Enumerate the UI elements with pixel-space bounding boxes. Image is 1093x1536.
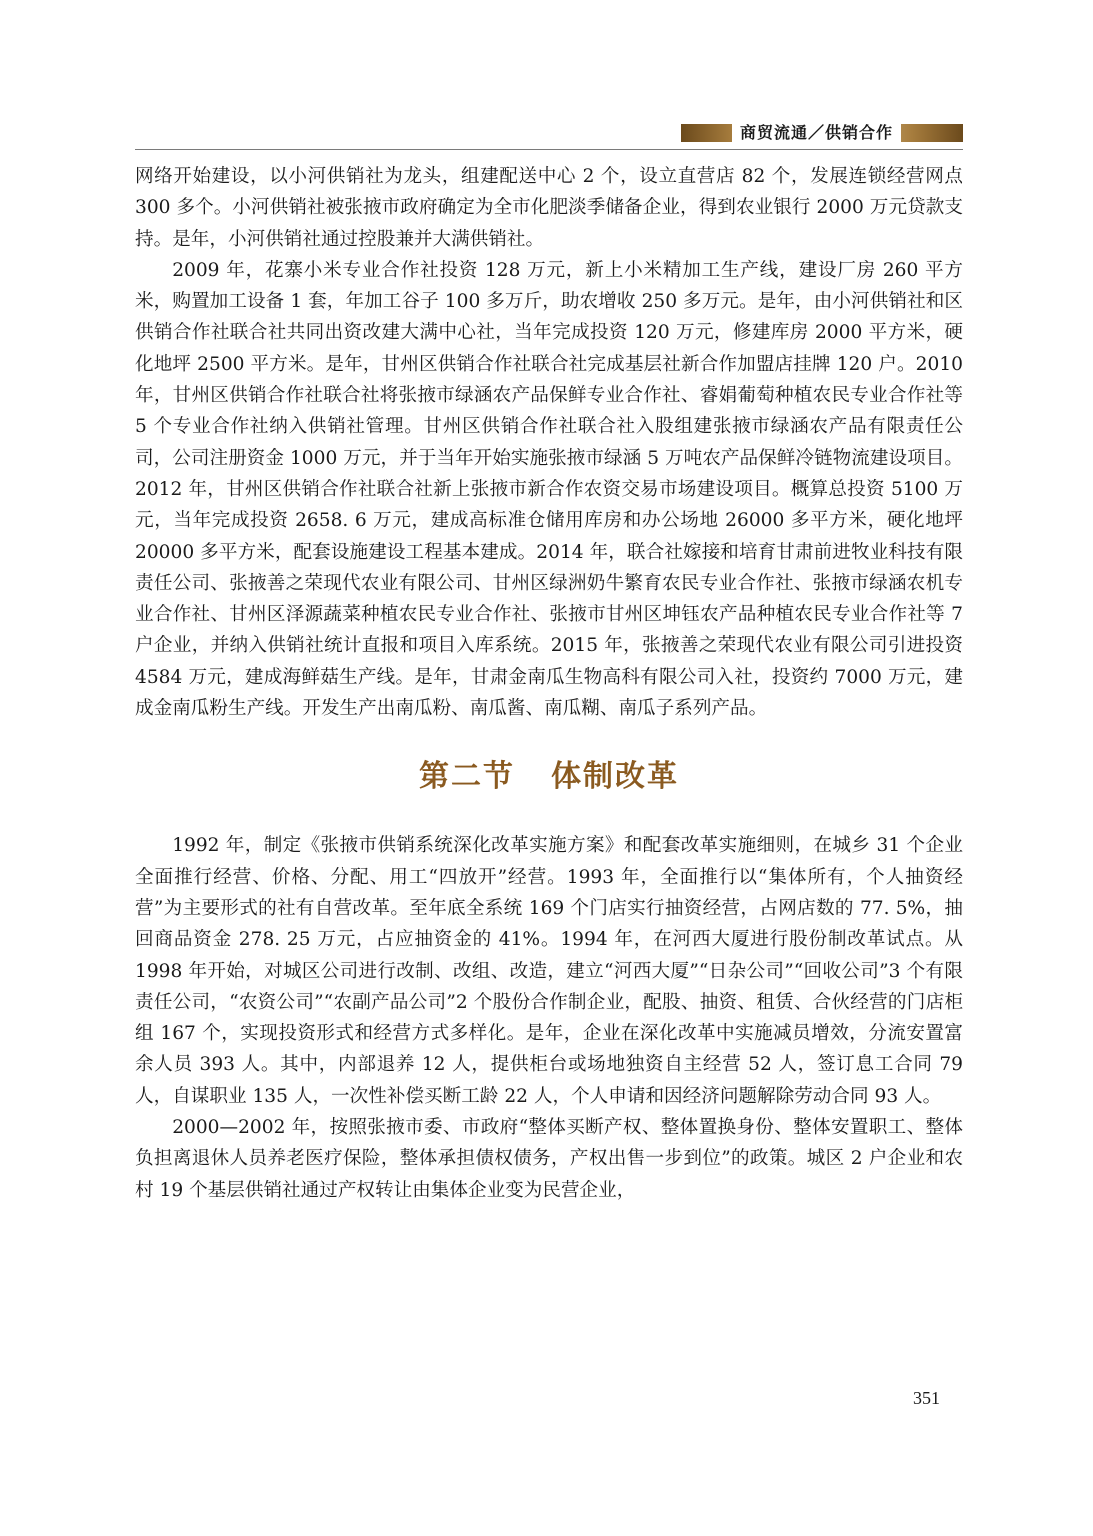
section-number: 第二节 bbox=[419, 759, 515, 795]
page-number: 351 bbox=[913, 1388, 940, 1408]
running-header-title: 商贸流通／供销合作 bbox=[732, 120, 901, 146]
section-heading bbox=[135, 724, 963, 822]
spacer bbox=[135, 822, 963, 830]
body-paragraph: 2009 年，花寨小米专业合作社投资 128 万元，新上小米精加工生产线，建设厂房 260 平方米，购置加工设备 1 套，年加工谷子 100 多万斤，助农增收 250 多万元。是年，由小河供销社和区供销合作社联合社共同出资改建大满中心社，当年完成投资 120 万元，修建库房 2000 平方米，硬化地坪 2500 平方米。是年，甘州区供销合作社联合社完成基层社新合作加盟店挂牌 120 户。2010 年，甘州区供销合作社联合社将张掖市绿涵农产品保鲜专业合作社、睿娟葡萄种植农民专业合作社等 5 个专业合作社纳入供销社管理。甘州区供销合作社联合社入股组建张掖市绿涵农产品有限责任公司，公司注册资金 1000 万元，并于当年开始实施张掖市绿涵 5 万吨农产品保鲜冷链物流建设项目。2012 年，甘州区供销合作社联合社新上张掖市新合作农资交易市场建设项目。概算总投资 5100 万元，当年完成投资 2658. 6 万元，建成高标准仓储用库房和办公场地 26000 多平方米，硬化地坪 20000 多平方米，配套设施建设工程基本建成。2014 年，联合社嫁接和培育甘肃前进牧业科技有限责任公司、张掖善之荣现代农业有限公司、甘州区绿洲奶牛繁育农民专业合作社、张掖市绿涵农机专业合作社、甘州区泽源蔬菜种植农民专业合作社、张掖市甘州区坤钰农产品种植农民专业合作社等 7 户企业，并纳入供销社统计直报和项目入库系统。2015 年，张掖善之荣现代农业有限公司引进投资 4584 万元，建成海鲜菇生产线。是年，甘肃金南瓜生物高科有限公司入社，投资约 7000 万元，建成金南瓜粉生产线。开发生产出南瓜粉、南瓜酱、南瓜糊、南瓜子系列产品。 bbox=[135, 259, 963, 720]
body-paragraph: 网络开始建设，以小河供销社为龙头，组建配送中心 2 个，设立直营店 82 个，发展连锁经营网点 300 多个。小河供销社被张掖市政府确定为全市化肥淡季储备企业，得到农业银行 2000 万元贷款支持。是年，小河供销社通过控股兼并大满供销社。 bbox=[135, 166, 963, 250]
body-paragraph: 1992 年，制定《张掖市供销系统深化改革实施方案》和配套改革实施细则，在城乡 31 个企业全面推行经营、价格、分配、用工“四放开”经营。1993 年，全面推行以“集体所有，个人抽资经营”为主要形式的社有自营改革。至年底全系统 169 个门店实行抽资经营，占网店数的 77. 5%，抽回商品资金 278. 25 万元，占应抽资金的 41%。1994 年，在河西大厦进行股份制改革试点。从 1998 年开始，对城区公司进行改制、改组、改造，建立“河西大厦”“日杂公司”“回收公司”3 个有限责任公司，“农资公司”“农副产品公司”2 个股份合作制企业，配股、抽资、租赁、合伙经营的门店柜组 167 个，实现投资形式和经营方式多样化。是年，企业在深化改革中实施减员增效，分流安置富余人员 393 人。其中，内部退养 12 人，提供柜台或场地独资自主经营 52 人，签订息工合同 79 人，自谋职业 135 人，一次性补偿买断工龄 22 人，个人申请和因经济问题解除劳动合同 93 人。 bbox=[135, 835, 963, 1107]
running-header bbox=[135, 120, 963, 150]
body-paragraph: 2000—2002 年，按照张掖市委、市政府“整体买断产权、整体置换身份、整体安置职工、整体负担离退休人员养老医疗保险，整体承担债权债务，产权出售一步到位”的政策。城区 2 户企业和农村 19 个基层供销社通过产权转让由集体企业变为民营企业， bbox=[135, 1117, 963, 1201]
page-body bbox=[135, 161, 963, 1206]
section-title: 体制改革 bbox=[551, 759, 679, 795]
header-rule bbox=[135, 149, 963, 150]
